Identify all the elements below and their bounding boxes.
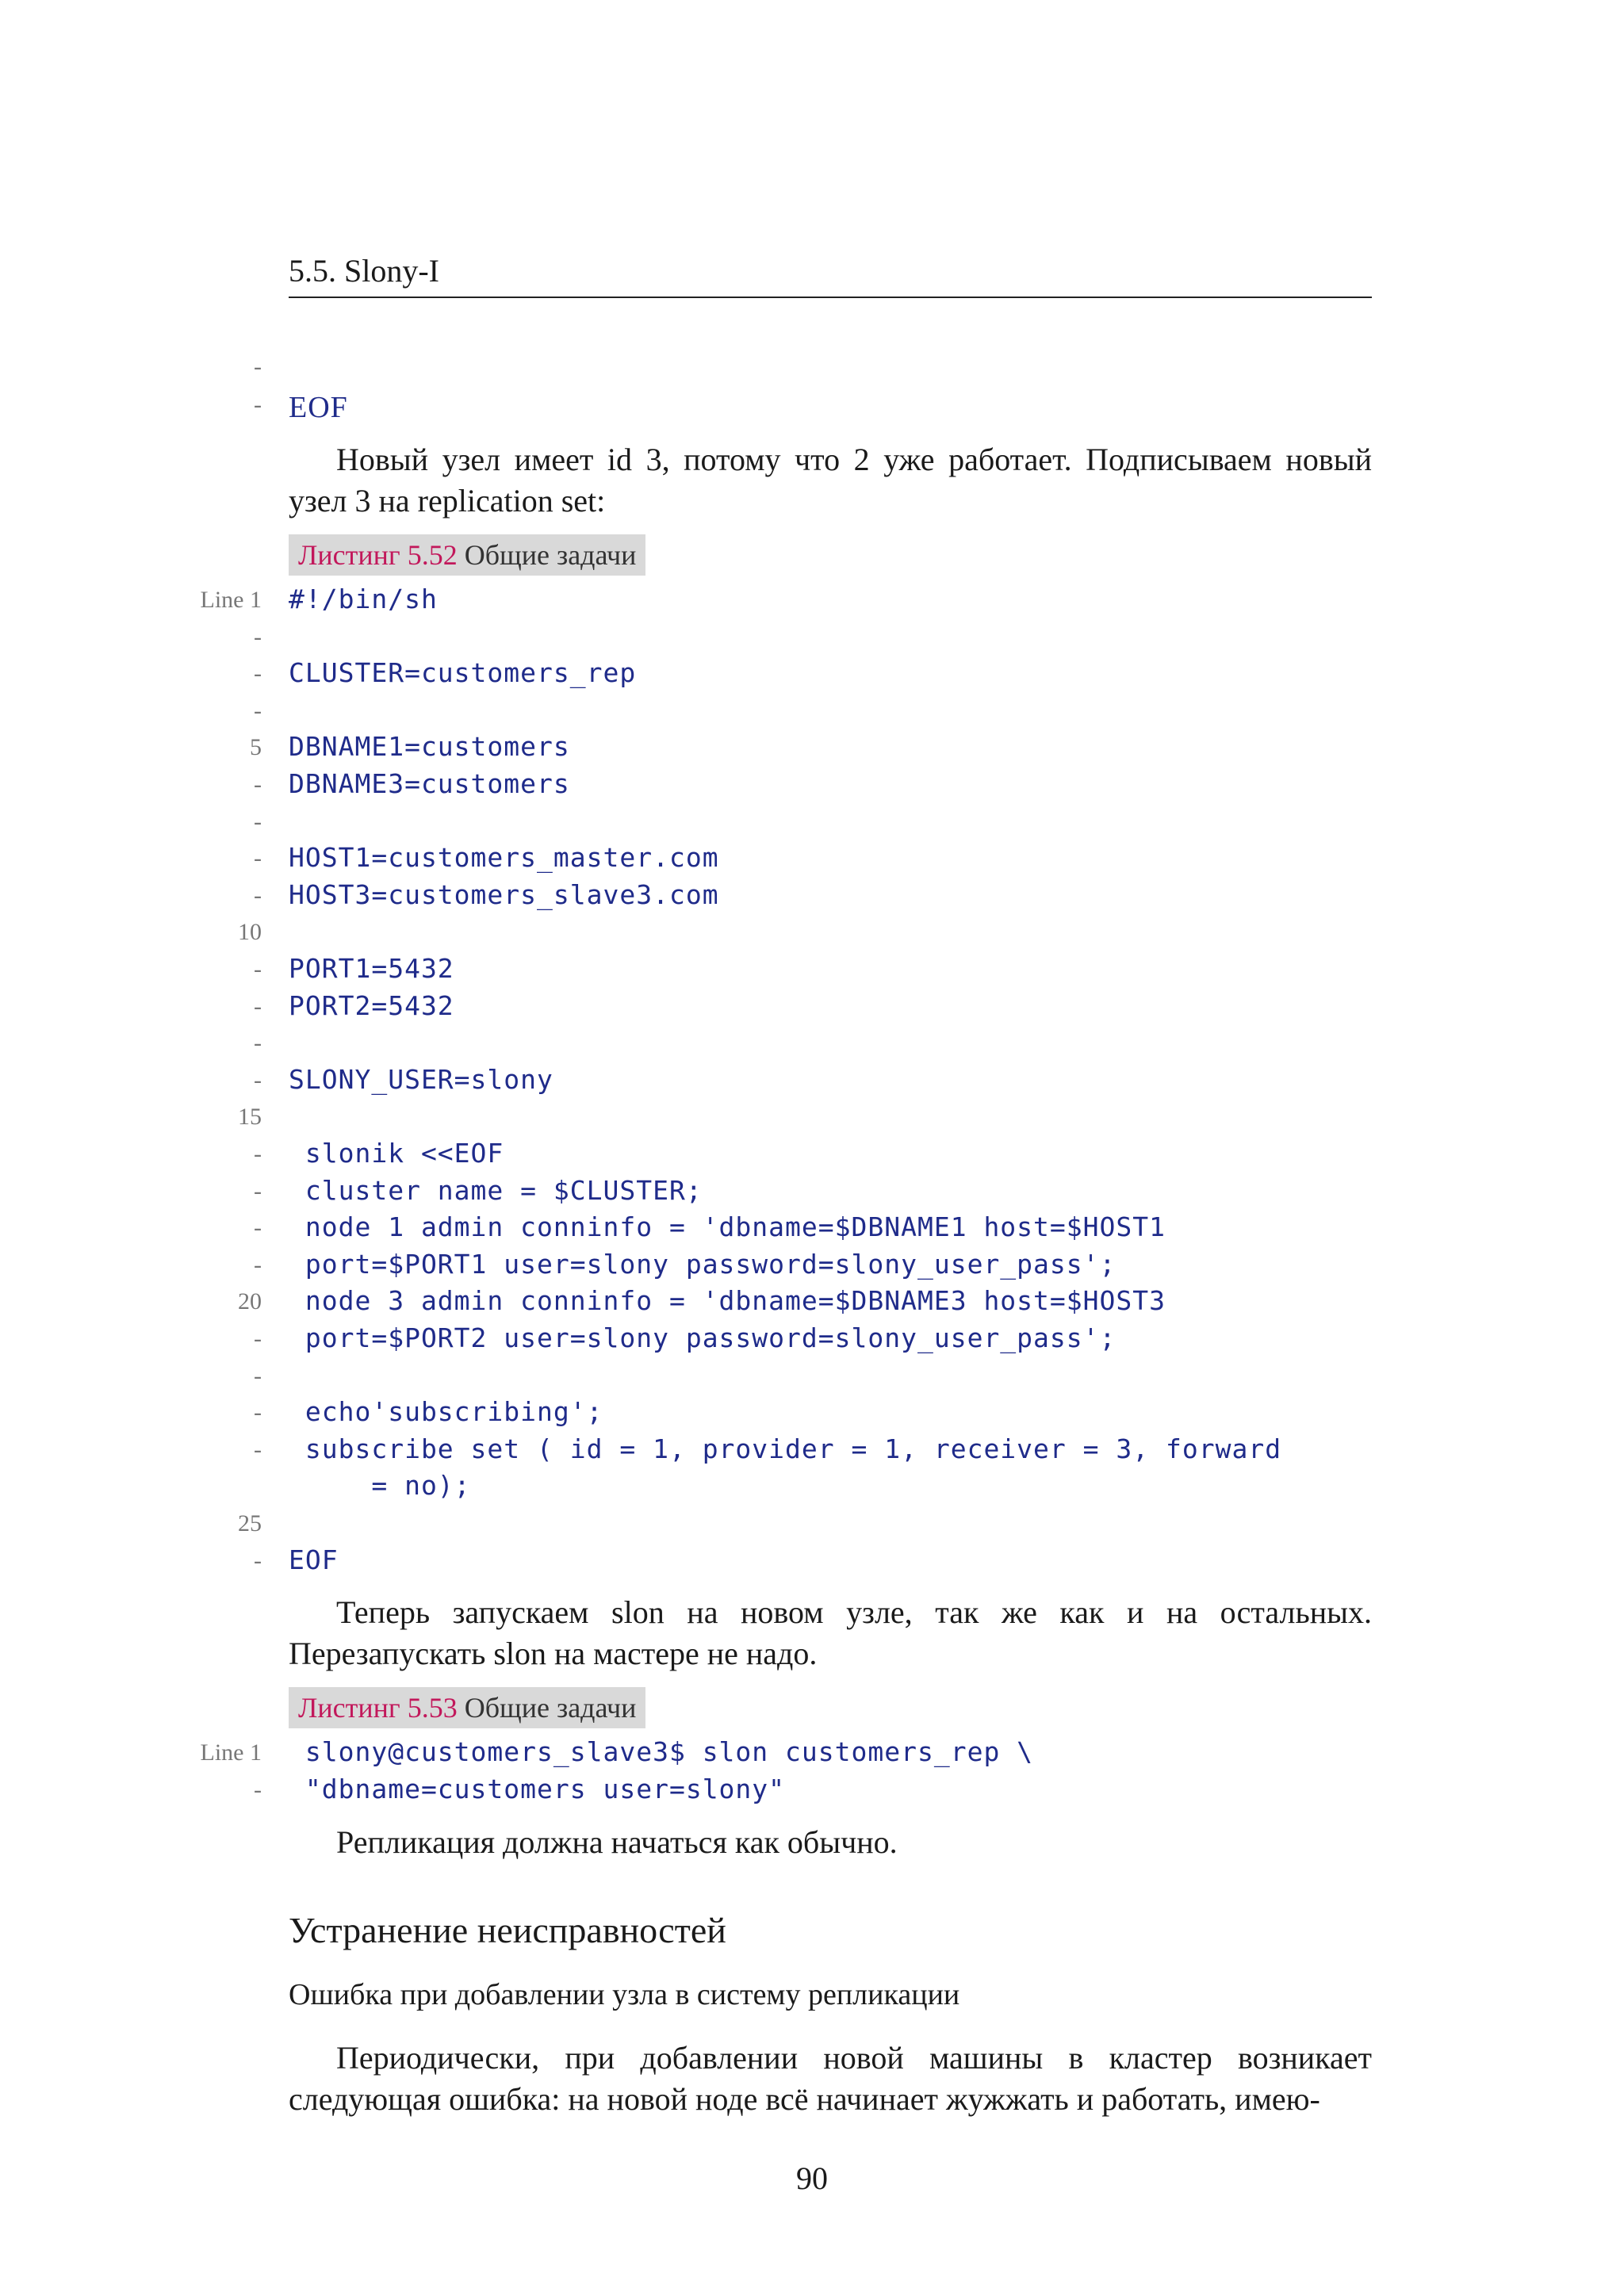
- line-number: 15: [238, 1104, 262, 1131]
- listing-number: Листинг 5.52: [298, 539, 458, 571]
- line-number: 5: [250, 734, 262, 761]
- code-line: SLONY_USER=slony: [289, 1063, 553, 1095]
- paragraph-replication-start: Репликация должна начаться как обычно.: [336, 1824, 898, 1860]
- line-number: -: [254, 771, 262, 798]
- line-number: -: [254, 660, 262, 687]
- code-line: PORT2=5432: [289, 989, 454, 1021]
- line-number: -: [254, 845, 262, 872]
- code-line: subscribe set ( id = 1, provider = 1, receiver = 3, forward: [289, 1433, 1282, 1464]
- code-line: node 3 admin conninfo = 'dbname=$DBNAME3 host=$HOST3: [289, 1285, 1166, 1317]
- code-line: PORT1=5432: [289, 953, 454, 984]
- code-line: EOF: [289, 391, 348, 424]
- running-title: 5.5. Slony-I: [289, 253, 439, 289]
- line-number: -: [254, 1436, 262, 1463]
- paragraph-start-slon: Теперь запускаем slon на новом узле, так же как и на остальных. Перезапускать slon на мастере не надо.: [289, 1594, 1372, 1671]
- code-line: EOF: [289, 1544, 339, 1575]
- line-marker: -: [254, 354, 262, 380]
- line-number: 20: [238, 1288, 262, 1315]
- line-number: -: [254, 1251, 262, 1278]
- code-line: node 1 admin conninfo = 'dbname=$DBNAME1 host=$HOST1: [289, 1211, 1166, 1243]
- code-line: DBNAME3=customers: [289, 768, 570, 799]
- code-line: "dbname=customers user=slony": [289, 1773, 786, 1804]
- line-number: -: [254, 1141, 262, 1167]
- line-number: -: [254, 623, 262, 650]
- section-heading: Устранение неисправностей: [289, 1910, 726, 1950]
- code-line: DBNAME1=customers: [289, 731, 570, 763]
- line-number: -: [254, 1066, 262, 1093]
- line-number: -: [254, 1362, 262, 1389]
- line-number: -: [254, 1776, 262, 1803]
- line-number: -: [254, 1547, 262, 1574]
- code-line: HOST1=customers_master.com: [289, 842, 719, 874]
- code-line: echo'subscribing';: [289, 1396, 603, 1428]
- subsection-heading: Ошибка при добавлении узла в систему репликации: [289, 1978, 960, 2011]
- line-number: -: [254, 1215, 262, 1242]
- page-header: [289, 252, 1372, 298]
- paragraph-error-description: Периодически, при добавлении новой машины в кластер возникает следующая ошибка: на новой ноде всё начинает жужжать и работать, имею-: [289, 2040, 1372, 2117]
- line-number: -: [254, 1177, 262, 1204]
- code-line: HOST3=customers_slave3.com: [289, 878, 719, 910]
- code-line: slony@customers_slave3$ slon customers_rep \: [289, 1736, 1034, 1767]
- code-line: cluster name = $CLUSTER;: [289, 1174, 703, 1206]
- line-number: -: [254, 1030, 262, 1057]
- listing-title: Общие задачи: [464, 1692, 637, 1724]
- code-line: port=$PORT2 user=slony password=slony_user_pass';: [289, 1322, 1116, 1353]
- listing-caption: [289, 1687, 645, 1728]
- page-number: 90: [796, 2160, 828, 2196]
- line-number: Line 1: [200, 587, 262, 613]
- listing-caption: [289, 534, 645, 576]
- line-number: Line 1: [200, 1739, 262, 1766]
- listing-title: Общие задачи: [464, 539, 637, 571]
- line-number: -: [254, 697, 262, 724]
- line-number: -: [254, 956, 262, 982]
- code-line: port=$PORT1 user=slony password=slony_user_pass';: [289, 1248, 1116, 1280]
- listing-number: Листинг 5.53: [298, 1692, 458, 1724]
- line-marker: -: [254, 392, 262, 418]
- line-number: 10: [238, 919, 262, 946]
- line-number: -: [254, 993, 262, 1020]
- code-line: slonik <<EOF: [289, 1138, 504, 1169]
- line-number: 25: [238, 1510, 262, 1536]
- line-number: -: [254, 882, 262, 909]
- line-number: -: [254, 1399, 262, 1426]
- code-line: = no);: [289, 1470, 471, 1502]
- line-number: -: [254, 1326, 262, 1352]
- code-line: #!/bin/sh: [289, 584, 438, 614]
- line-number: -: [254, 808, 262, 835]
- paragraph-new-node: Новый узел имеет id 3, потому что 2 уже работает. Подписываем новый узел 3 на replication set:: [289, 442, 1372, 519]
- code-line: CLUSTER=customers_rep: [289, 657, 637, 689]
